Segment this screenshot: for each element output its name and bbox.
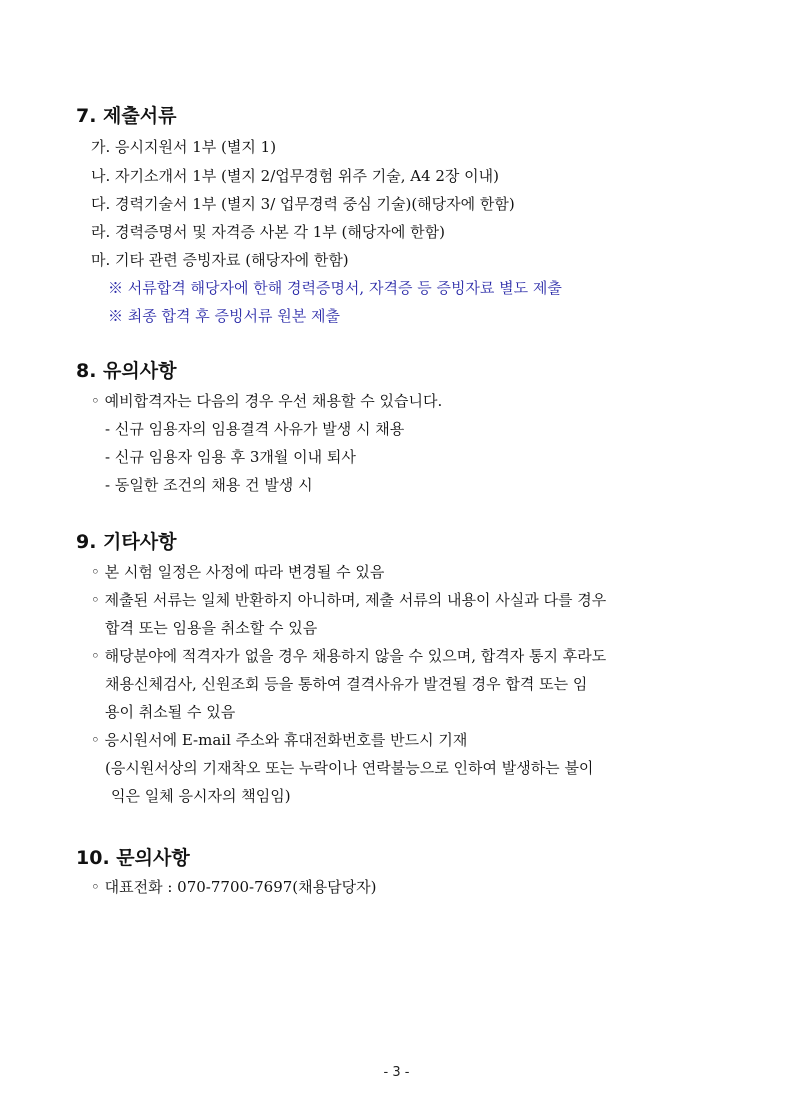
section-title-precautions: 8. 유의사항 bbox=[76, 360, 177, 382]
list-item-continuation: (응시원서상의 기재착오 또는 누락이나 연락불능으로 인하여 발생하는 불이 bbox=[105, 759, 594, 777]
list-item: 가. 응시지원서 1부 (별지 1) bbox=[91, 138, 277, 156]
list-item-continuation: 채용신체검사, 신원조회 등을 통하여 결격사유가 발견될 경우 합격 또는 임 bbox=[105, 675, 588, 693]
page-number: - 3 - bbox=[383, 1065, 410, 1080]
list-item: ◦ 본 시험 일정은 사정에 따라 변경될 수 있음 bbox=[91, 563, 385, 581]
list-item: - 신규 임용자의 임용결격 사유가 발생 시 채용 bbox=[105, 420, 405, 438]
note-line: ※ 서류합격 해당자에 한해 경력증명서, 자격증 등 증빙자료 별도 제출 bbox=[108, 279, 562, 297]
list-item-continuation: 합격 또는 임용을 취소할 수 있음 bbox=[105, 619, 318, 637]
list-item: 마. 기타 관련 증빙자료 (해당자에 한함) bbox=[91, 251, 349, 269]
list-item: - 신규 임용자 임용 후 3개월 이내 퇴사 bbox=[105, 448, 356, 466]
contact-line: ◦ 대표전화 : 070-7700-7697(채용담당자) bbox=[91, 878, 377, 896]
list-item: 라. 경력증명서 및 자격증 사본 각 1부 (해당자에 한함) bbox=[91, 223, 445, 241]
list-item: 다. 경력기술서 1부 (별지 3/ 업무경력 중심 기술)(해당자에 한함) bbox=[91, 195, 515, 213]
section-title-inquiries: 10. 문의사항 bbox=[76, 847, 190, 869]
list-item: ◦ 해당분야에 적격자가 없을 경우 채용하지 않을 수 있으며, 합격자 통지 후라도 bbox=[91, 647, 607, 665]
intro-line: ◦ 예비합격자는 다음의 경우 우선 채용할 수 있습니다. bbox=[91, 392, 443, 410]
list-item: - 동일한 조건의 채용 건 발생 시 bbox=[105, 476, 313, 494]
section-title-other-matters: 9. 기타사항 bbox=[76, 531, 177, 553]
list-item: 나. 자기소개서 1부 (별지 2/업무경험 위주 기술, A4 2장 이내) bbox=[91, 167, 500, 185]
list-item-continuation: 익은 일체 응시자의 책임임) bbox=[111, 787, 291, 805]
note-line: ※ 최종 합격 후 증빙서류 원본 제출 bbox=[108, 307, 340, 325]
list-item: ◦ 제출된 서류는 일체 반환하지 아니하며, 제출 서류의 내용이 사실과 다를 경우 bbox=[91, 591, 607, 609]
list-item-continuation: 용이 취소될 수 있음 bbox=[105, 703, 236, 721]
section-title-submission-documents: 7. 제출서류 bbox=[76, 105, 177, 127]
list-item: ◦ 응시원서에 E-mail 주소와 휴대전화번호를 반드시 기재 bbox=[91, 731, 468, 749]
